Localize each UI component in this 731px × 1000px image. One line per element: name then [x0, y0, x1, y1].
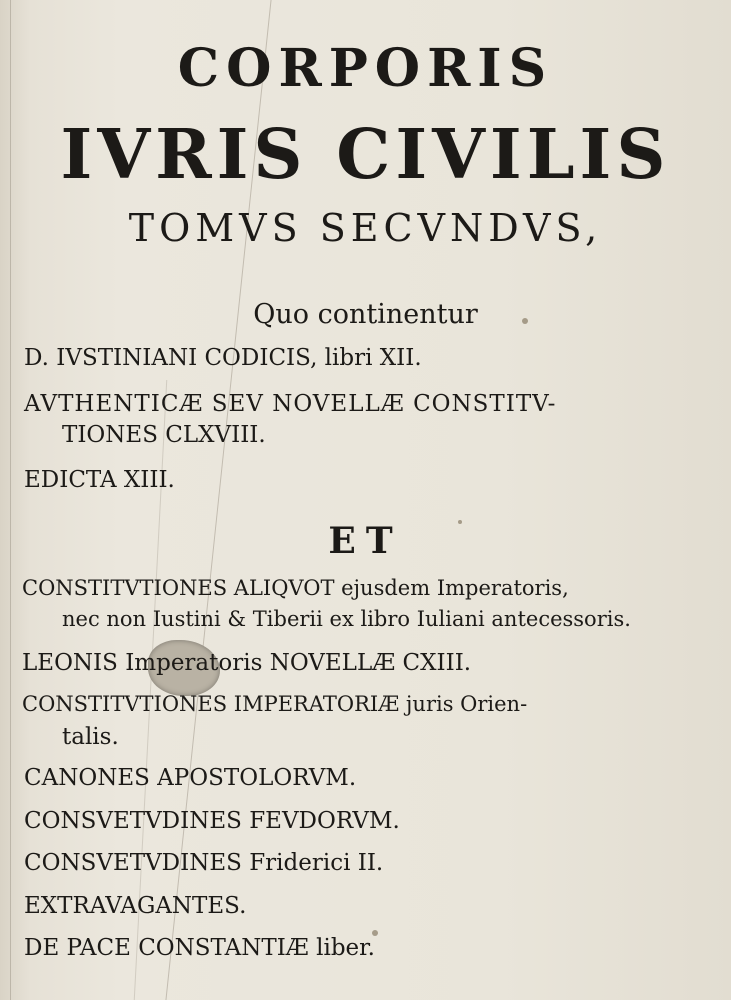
contents-line: nec non Iustini & Tiberii ex libro Iuliani antecessoris. [62, 607, 631, 631]
contents-line: CONSVETVDINES Friderici II. [24, 850, 384, 876]
contents-line: EXTRAVAGANTES. [24, 893, 247, 919]
contents-line: CONSTITVTIONES ALIQVOT ejusdem Imperatoris, [22, 576, 569, 600]
contents-line: D. IVSTINIANI CODICIS, libri XII. [24, 345, 422, 371]
contents-line: TIONES CLXVIII. [62, 422, 266, 448]
contents-line: talis. [62, 724, 119, 750]
title-line-3: TOMVS SECVNDVS, [128, 206, 603, 250]
contents-line: CONSTITVTIONES IMPERATORIÆ juris Orien- [22, 692, 528, 716]
contents-line: EDICTA XIII. [24, 467, 175, 493]
title-line-1: CORPORIS [177, 38, 554, 99]
separator-et: ET [328, 520, 403, 562]
contents-line: LEONIS Imperatoris NOVELLÆ CXIII. [22, 650, 472, 676]
contents-line: DE PACE CONSTANTIÆ liber. [24, 935, 375, 961]
title-line-2: IVRIS CIVILIS [60, 115, 671, 195]
contents-line: AVTHENTICÆ SEV NOVELLÆ CONSTITV- [24, 391, 557, 417]
contents-line: CANONES APOSTOLORVM. [24, 765, 357, 791]
contents-line: CONSVETVDINES FEVDORVM. [24, 808, 400, 834]
intro-line: Quo continentur [253, 299, 478, 330]
